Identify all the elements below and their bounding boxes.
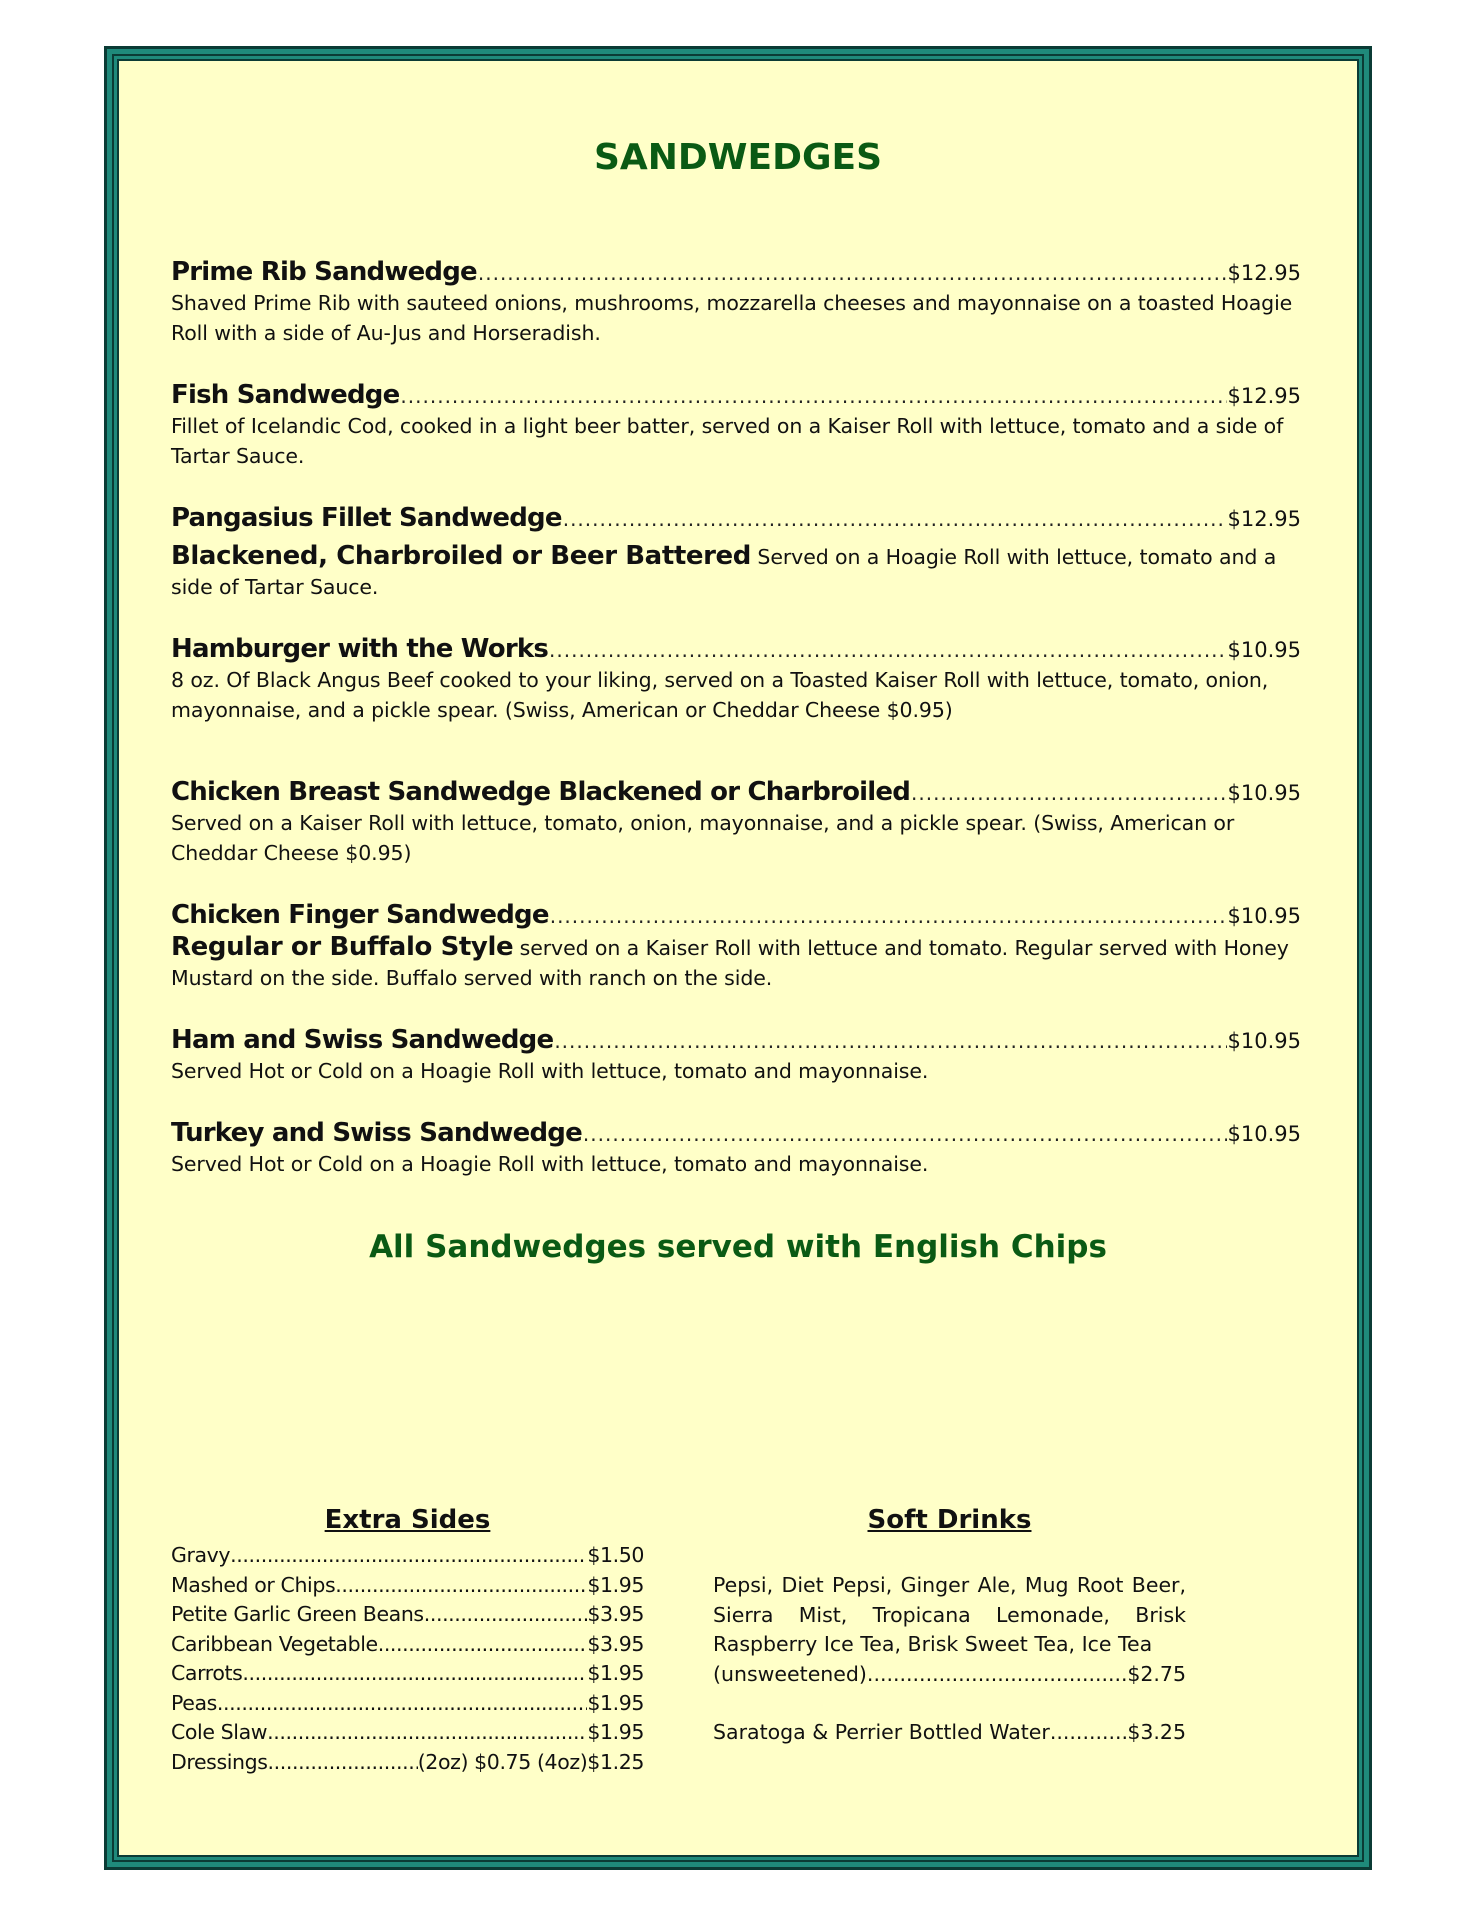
dot-leader — [400, 384, 1226, 408]
dot-leader — [911, 781, 1227, 805]
dot-leader — [867, 1660, 1127, 1690]
dot-leader — [217, 1689, 587, 1719]
item-price: $12.95 — [1227, 507, 1301, 531]
item-name: Prime Rib Sandwedge — [171, 257, 477, 287]
menu-border — [104, 46, 1372, 1870]
water-item — [713, 1718, 1186, 1748]
item-name: Chicken Finger Sandwedge — [171, 900, 549, 930]
item-name: Ham and Swiss Sandwedge — [171, 1025, 554, 1055]
side-name: Caribbean Vegetable — [171, 1631, 378, 1656]
page-title: SANDWEDGES — [593, 137, 883, 178]
item-description: Served on a Kaiser Roll with lettuce, tomato, onion, mayonnaise, and a pickle spear. (Swiss, American or Cheddar Cheese $0.95) — [171, 811, 1235, 865]
item-name: Turkey and Swiss Sandwedge — [171, 1118, 582, 1148]
sandwich-list — [171, 211, 1301, 1179]
item-description — [171, 932, 1301, 993]
dot-leader — [268, 1748, 418, 1778]
item-price: $10.95 — [1227, 1122, 1301, 1146]
side-name: Dressings — [171, 1749, 268, 1774]
item-subhead: Blackened, Charbroiled or Beer Battered — [171, 541, 751, 571]
drinks-list: Pepsi, Diet Pepsi, Ginger Ale, Mug Root Beer, Sierra Mist, Tropicana Lemonade, Brisk Raspberry Ice Tea, Brisk Sweet Tea, Ice Tea — [713, 1573, 1186, 1656]
drinks-list-end — [713, 1660, 1186, 1690]
water-name: Saratoga & Perrier Bottled Water — [713, 1720, 1050, 1744]
menu-item — [171, 380, 1301, 471]
item-description-text: Served on a Hoagie Roll with lettuce, tomato and a side of Tartar Sauce. — [171, 545, 1277, 599]
menu-item — [171, 777, 1301, 868]
side-item — [171, 1689, 644, 1719]
side-item — [171, 1659, 644, 1689]
side-price: $3.95 — [587, 1602, 644, 1626]
item-name: Pangasius Fillet Sandwedge — [171, 503, 562, 533]
item-price: $10.95 — [1227, 781, 1301, 805]
drinks-list-last: (unsweetened) — [713, 1661, 867, 1686]
item-price: $12.95 — [1227, 384, 1301, 408]
item-price: $10.95 — [1227, 904, 1301, 928]
item-name: Hamburger with the Works — [171, 634, 549, 664]
side-price: $1.95 — [587, 1572, 644, 1597]
menu-item — [171, 503, 1301, 602]
side-item — [171, 1748, 644, 1778]
dot-leader — [378, 1630, 588, 1660]
menu-panel — [119, 61, 1357, 1855]
soft-drinks-title: Soft Drinks — [867, 1505, 1032, 1535]
side-name: Petite Garlic Green Beans — [171, 1602, 424, 1626]
dot-leader — [583, 1122, 1227, 1146]
dot-leader — [549, 638, 1227, 662]
item-name: Chicken Breast Sandwedge Blackened or Charbroiled — [171, 777, 911, 807]
item-name: Fish Sandwedge — [171, 380, 400, 410]
menu-item — [171, 1118, 1301, 1179]
item-description — [171, 541, 1301, 602]
side-item — [171, 1718, 644, 1748]
footer-note: All Sandwedges served with English Chips — [369, 1229, 1107, 1265]
dot-leader — [554, 1029, 1226, 1053]
item-description: Served Hot or Cold on a Hoagie Roll with lettuce, tomato and mayonnaise. — [171, 1152, 929, 1176]
dot-leader — [267, 1718, 587, 1748]
dot-leader — [424, 1600, 588, 1630]
dot-leader — [550, 904, 1227, 928]
dot-leader — [478, 261, 1227, 285]
side-price: $1.50 — [587, 1543, 644, 1567]
extra-sides-title: Extra Sides — [324, 1505, 491, 1535]
side-name: Mashed or Chips — [171, 1572, 336, 1597]
side-name: Cole Slaw — [171, 1720, 268, 1744]
side-price: (2oz) $0.75 (4oz)$1.25 — [417, 1749, 644, 1774]
drinks-price: $2.75 — [1127, 1661, 1186, 1686]
side-item — [171, 1630, 644, 1660]
side-item — [171, 1571, 644, 1601]
side-price: $3.95 — [587, 1631, 644, 1656]
dot-leader — [335, 1571, 587, 1601]
item-description: 8 oz. Of Black Angus Beef cooked to your liking, served on a Toasted Kaiser Roll with lettuce, tomato, onion, mayonnaise, and a pickle spear. (Swiss, American or Cheddar Cheese $0.95) — [171, 668, 1269, 722]
extra-sides-section — [171, 1505, 644, 1777]
item-description: Served Hot or Cold on a Hoagie Roll with lettuce, tomato and mayonnaise. — [171, 1059, 929, 1083]
soft-drinks-section — [713, 1505, 1186, 1748]
side-item — [171, 1541, 644, 1571]
side-item — [171, 1600, 644, 1630]
item-description: Shaved Prime Rib with sauteed onions, mushrooms, mozzarella cheeses and mayonnaise on a toasted Hoagie Roll with a side of Au-Jus and Horseradish. — [171, 291, 1293, 345]
side-name: Peas — [171, 1690, 217, 1715]
item-description-text: served on a Kaiser Roll with lettuce and tomato. Regular served with Honey Mustard on the side. Buffalo served with ranch on the side. — [171, 936, 1289, 990]
menu-item — [171, 1025, 1301, 1086]
side-name: Carrots — [171, 1661, 243, 1685]
side-price: $1.95 — [587, 1690, 644, 1715]
item-subhead: Regular or Buffalo Style — [171, 932, 514, 962]
item-price: $12.95 — [1227, 261, 1301, 285]
side-price: $1.95 — [587, 1661, 644, 1685]
item-price: $10.95 — [1227, 1029, 1301, 1053]
item-description: Fillet of Icelandic Cod, cooked in a light beer batter, served on a Kaiser Roll with lettuce, tomato and a side of Tartar Sauce. — [171, 414, 1284, 468]
menu-item — [171, 634, 1301, 725]
side-name: Gravy — [171, 1543, 231, 1567]
dot-leader — [230, 1541, 587, 1571]
dot-leader — [563, 507, 1227, 531]
menu-item — [171, 257, 1301, 348]
side-price: $1.95 — [587, 1720, 644, 1744]
dot-leader — [1050, 1718, 1127, 1748]
dot-leader — [242, 1659, 587, 1689]
menu-item — [171, 900, 1301, 993]
water-price: $3.25 — [1127, 1720, 1186, 1744]
item-price: $10.95 — [1227, 638, 1301, 662]
